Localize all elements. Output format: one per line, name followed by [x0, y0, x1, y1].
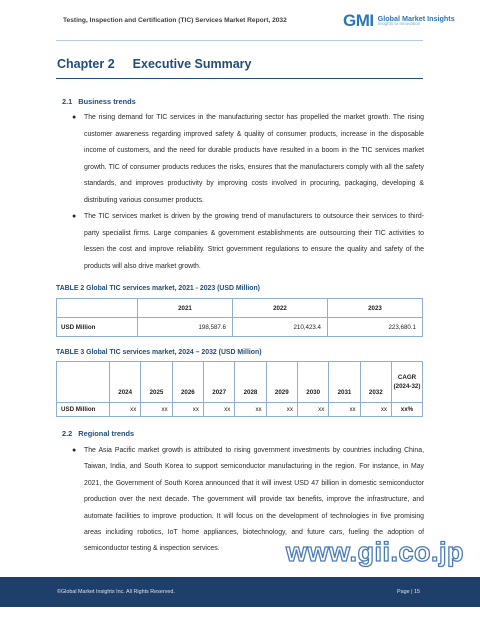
table-cell: 210,423.4	[233, 318, 328, 337]
report-header-title: Testing, Inspection and Certification (TIC) Services Market Report, 2032	[63, 17, 287, 24]
table-2	[56, 298, 423, 337]
table-header-cell: 2021	[138, 299, 233, 318]
table-row	[57, 403, 423, 417]
chapter-divider	[56, 78, 423, 79]
table-header-cell: 2027	[203, 362, 234, 403]
table-header-cell	[57, 362, 110, 403]
section-heading-regional: 2.2 Regional trends	[62, 429, 135, 438]
table-cell: xx	[110, 403, 141, 417]
footer-page-number: Page | 15	[397, 589, 420, 595]
table-header-cell: 2024	[110, 362, 141, 403]
regional-bullet-1: The Asia Pacific market growth is attributed to rising government investments by countries including China, Taiwan, India, and South Korea to support semiconductor manufacturing in the region. For instance, in May 2021, the Government of South Korea announced that it will invest USD 47 billion in domestic semiconductor production over the next decade. The government will provide tax benefits, improve the infrastructure, and automate facilities to improve production. It will focus on the development of technologies in five promising areas including robotics, IoT home appliances, biotechnology, and future cars, fueling the adoption of semiconductor testing & inspection services.	[84, 447, 424, 553]
table-header-cell	[57, 299, 138, 318]
table-header-cell: CAGR (2024-32)	[392, 362, 423, 403]
business-bullet-1: The rising demand for TIC services in the manufacturing sector has propelled the market growth. The rising customer awareness regarding improved safety & quality of consumer products, increase in the disposable income of customers, and the need for durable products have resulted in a boom in the TIC services market growth. TIC of consumer products reduces the risks, ensures that the manufacturers comply with all the safety standards, and improves productivity by improving costs involved in procuring, packaging, developing & distributing various consumer products.	[84, 114, 424, 204]
logo-mark: GMI	[343, 11, 374, 30]
table-cell: xx	[141, 403, 172, 417]
table-header-cell: 2026	[172, 362, 203, 403]
table-3	[56, 361, 423, 417]
table-cell: xx	[360, 403, 391, 417]
table-header-row	[57, 362, 423, 403]
table-cell: xx	[235, 403, 266, 417]
footer-copyright: ©Global Market Insights Inc. All Rights Reserved.	[57, 589, 175, 595]
chapter-heading	[57, 57, 251, 71]
table-cell: 198,587.6	[138, 318, 233, 337]
table-header-cell: 2029	[266, 362, 297, 403]
gmi-logo	[343, 11, 455, 31]
table-2-caption: TABLE 2 Global TIC services market, 2021 - 2023 (USD Million)	[56, 285, 260, 292]
table-row	[57, 318, 423, 337]
logo-name: Global Market Insights	[377, 13, 455, 23]
table-cell: 223,680.1	[328, 318, 423, 337]
page-footer	[0, 577, 480, 607]
table-header-cell: 2028	[235, 362, 266, 403]
table-header-cell: 2032	[360, 362, 391, 403]
table-header-cell: 2022	[233, 299, 328, 318]
table-header-cell: 2025	[141, 362, 172, 403]
table-header-cell: 2030	[297, 362, 328, 403]
bullet-icon: ●	[72, 213, 77, 220]
table-cell: xx	[297, 403, 328, 417]
table-3-caption: TABLE 3 Global TIC services market, 2024 – 2032 (USD Million)	[56, 349, 262, 356]
logo-tagline: Insights to Innovation	[377, 21, 421, 27]
table-cell: xx	[172, 403, 203, 417]
table-cell: xx%	[392, 403, 423, 417]
table-header-cell: 2031	[329, 362, 360, 403]
table-cell: xx	[203, 403, 234, 417]
table-row-header: USD Million	[57, 403, 110, 417]
table-header-row	[57, 299, 423, 318]
table-cell: xx	[329, 403, 360, 417]
table-header-cell: 2023	[328, 299, 423, 318]
table-cell: xx	[266, 403, 297, 417]
chapter-number: Chapter 2	[57, 57, 115, 71]
bullet-icon: ●	[72, 114, 77, 121]
bullet-icon: ●	[72, 447, 77, 454]
section-heading-business: 2.1 Business trends	[62, 97, 136, 106]
watermark: www.gii.co.jp	[286, 537, 465, 567]
header-divider	[56, 40, 423, 41]
chapter-title: Executive Summary	[132, 57, 252, 71]
business-bullet-2: The TIC services market is driven by the growing trend of manufacturers to outsource their services to third-party specialist firms. Large companies & government establishments are outsourcing their TIC activities to lessen the cost and improve reliability. Strict government regulations to ensure the quality and safety of the products will also drive market growth.	[84, 213, 424, 270]
table-row-header: USD Million	[57, 318, 138, 337]
